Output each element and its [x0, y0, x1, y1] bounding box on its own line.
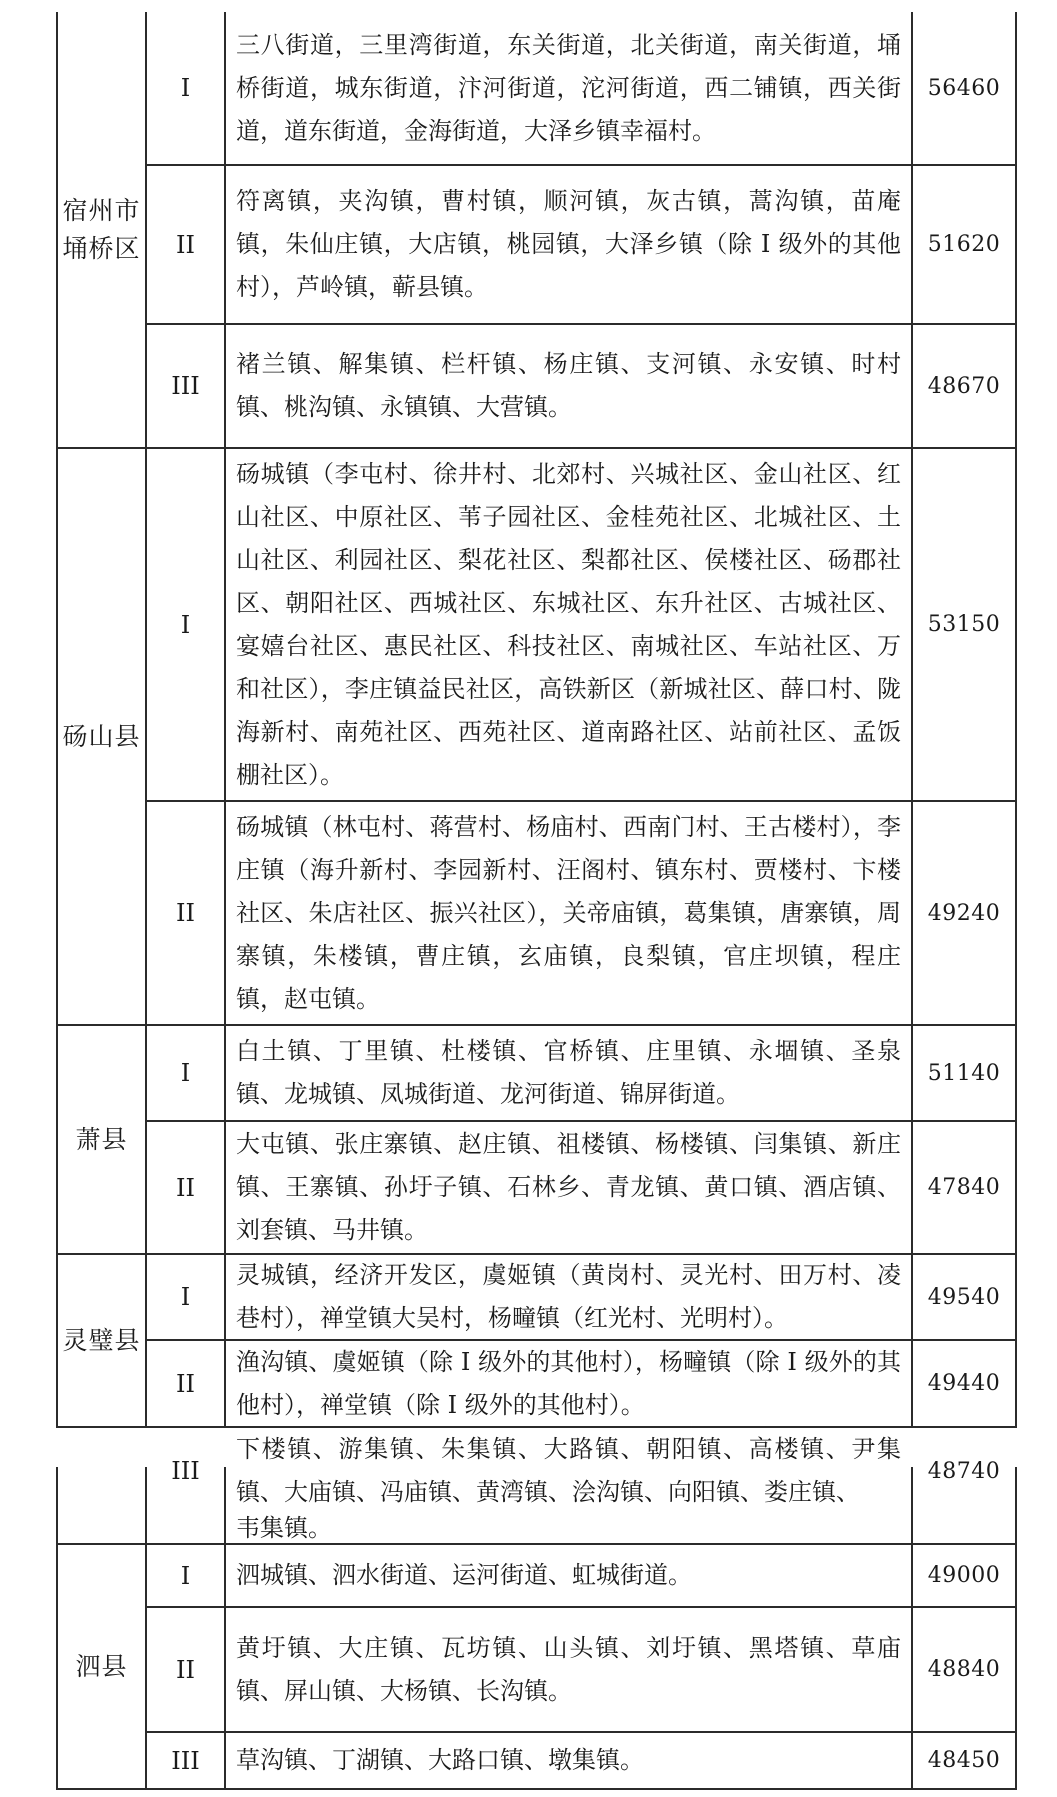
area-text: 下楼镇、游集镇、朱集镇、大路镇、朝阳镇、高楼镇、尹集镇、大庙镇、冯庙镇、黄湾镇、浍沟镇、向阳镇、娄庄镇、 — [236, 1435, 901, 1506]
level-cell: II — [176, 1369, 195, 1398]
county-name: 萧县 — [75, 1124, 128, 1154]
price-cell: 48840 — [927, 1657, 1001, 1682]
area-text: 符离镇，夹沟镇，曹村镇，顺河镇，灰古镇，蒿沟镇，苗庵镇，朱仙庄镇，大店镇，桃园镇，大泽乡镇（除 I 级外的其他村），芦岭镇，蕲县镇。 — [236, 187, 901, 301]
county-cell — [58, 449, 145, 1024]
area-cell — [226, 1428, 911, 1514]
level-cell: II — [176, 899, 195, 927]
area-text: 砀城镇（林屯村、蒋营村、杨庙村、西南门村、王古楼村），李庄镇（海升新村、李园新村、汪阁村、镇东村、贾楼村、卞楼社区、朱店社区、振兴社区），关帝庙镇，葛集镇，唐寨镇，周寨镇，朱楼镇，曹庄镇，玄庙镇，良梨镇，官庄坝镇，程庄镇，赵屯镇。 — [236, 812, 901, 1013]
area-cell — [226, 1341, 911, 1426]
area-text: 草沟镇、丁湖镇、大路口镇、墩集镇。 — [236, 1746, 644, 1774]
grid-line — [56, 1788, 1017, 1790]
grid-line — [1015, 12, 1017, 1428]
area-text: 灵城镇，经济开发区，虞姬镇（黄岗村、灵光村、田万村、凌巷村），禅堂镇大吴村，杨疃镇（红光村、光明村）。 — [236, 1261, 901, 1332]
level-cell: I — [180, 1561, 191, 1590]
level-cell: I — [180, 1059, 191, 1087]
county-name: 灵璧县 — [62, 1325, 141, 1355]
county-name: 宿州市埇桥区 — [62, 195, 141, 263]
level-cell: I — [180, 1283, 191, 1311]
area-text: 黄圩镇、大庄镇、瓦坊镇、山头镇、刘圩镇、黑塔镇、草庙镇、屏山镇、大杨镇、长沟镇。 — [236, 1633, 901, 1705]
level-cell: II — [176, 230, 195, 259]
level-cell — [147, 1516, 224, 1543]
area-text: 三八街道，三里湾街道，东关街道，北关街道，南关街道，埇桥街道，城东街道，汴河街道，沱河街道，西二铺镇，西关街道，道东街道，金海街道，大泽乡镇幸福村。 — [236, 30, 901, 145]
area-text: 褚兰镇、解集镇、栏杆镇、杨庄镇、支河镇、永安镇、时村镇、桃沟镇、永镇镇、大营镇。 — [236, 350, 901, 421]
county-cell — [58, 1545, 145, 1788]
price-cell: 49540 — [927, 1284, 1001, 1310]
area-cell — [226, 1608, 911, 1731]
county-cell — [58, 1026, 145, 1253]
area-cell — [226, 1545, 911, 1606]
area-text: 泗城镇、泗水街道、运河街道、虹城街道。 — [236, 1561, 692, 1589]
area-cell — [226, 1733, 911, 1788]
price-cell — [913, 1516, 1015, 1543]
area-cell — [226, 1122, 911, 1253]
area-cell — [226, 1514, 911, 1543]
price-cell: 48450 — [927, 1748, 1001, 1773]
area-cell — [226, 449, 911, 800]
level-cell: II — [176, 1655, 195, 1684]
area-text: 白土镇、丁里镇、杜楼镇、官桥镇、庄里镇、永堌镇、圣泉镇、龙城镇、凤城街道、龙河街道、锦屏街道。 — [236, 1037, 901, 1108]
area-cell — [226, 12, 911, 164]
level-cell: II — [176, 1173, 195, 1202]
price-cell: 51620 — [927, 232, 1001, 257]
area-text: 韦集镇。 — [236, 1514, 332, 1542]
level-cell: III — [171, 1746, 200, 1775]
county-cell — [58, 12, 145, 447]
area-cell — [226, 1026, 911, 1120]
price-cell: 49440 — [927, 1371, 1001, 1396]
level-cell: III — [171, 1457, 200, 1485]
county-name: 泗县 — [75, 1651, 128, 1681]
price-cell: 53150 — [927, 612, 1001, 637]
price-cell: 48670 — [927, 373, 1001, 399]
county-cell — [58, 1255, 145, 1426]
area-text: 渔沟镇、虞姬镇（除 I 级外的其他村），杨疃镇（除 I 级外的其他村），禅堂镇（除 I 级外的其他村）。 — [236, 1347, 901, 1419]
level-cell: I — [180, 74, 191, 102]
area-cell — [226, 802, 911, 1024]
area-cell — [226, 325, 911, 447]
price-cell: 56460 — [927, 75, 1001, 101]
grid-line — [1015, 1467, 1017, 1790]
area-cell — [226, 1255, 911, 1339]
level-cell: I — [180, 610, 191, 639]
county-name: 砀山县 — [62, 721, 141, 751]
price-cell: 49240 — [927, 900, 1001, 926]
area-text: 砀城镇（李屯村、徐井村、北郊村、兴城社区、金山社区、红山社区、中原社区、苇子园社区、金桂苑社区、北城社区、土山社区、利园社区、梨花社区、梨都社区、侯楼社区、砀郡社区、朝阳社区、西城社区、东城社区、东升社区、古城社区、宴嬉台社区、惠民社区、科技社区、南城社区、车站社区、万和社区），李庄镇益民社区，高铁新区（新城社区、薛口村、陇海新村、南苑社区、西苑社区、道南路社区、站前社区、孟饭棚社区）。 — [236, 459, 901, 789]
level-cell: III — [171, 372, 200, 400]
price-cell: 51140 — [927, 1060, 1001, 1086]
price-cell: 47840 — [927, 1175, 1001, 1200]
price-cell: 49000 — [927, 1563, 1001, 1588]
area-text: 大屯镇、张庄寨镇、赵庄镇、祖楼镇、杨楼镇、闫集镇、新庄镇、王寨镇、孙圩子镇、石林乡、青龙镇、黄口镇、酒店镇、刘套镇、马井镇。 — [236, 1130, 901, 1244]
price-cell: 48740 — [927, 1458, 1001, 1484]
area-cell — [226, 166, 911, 323]
